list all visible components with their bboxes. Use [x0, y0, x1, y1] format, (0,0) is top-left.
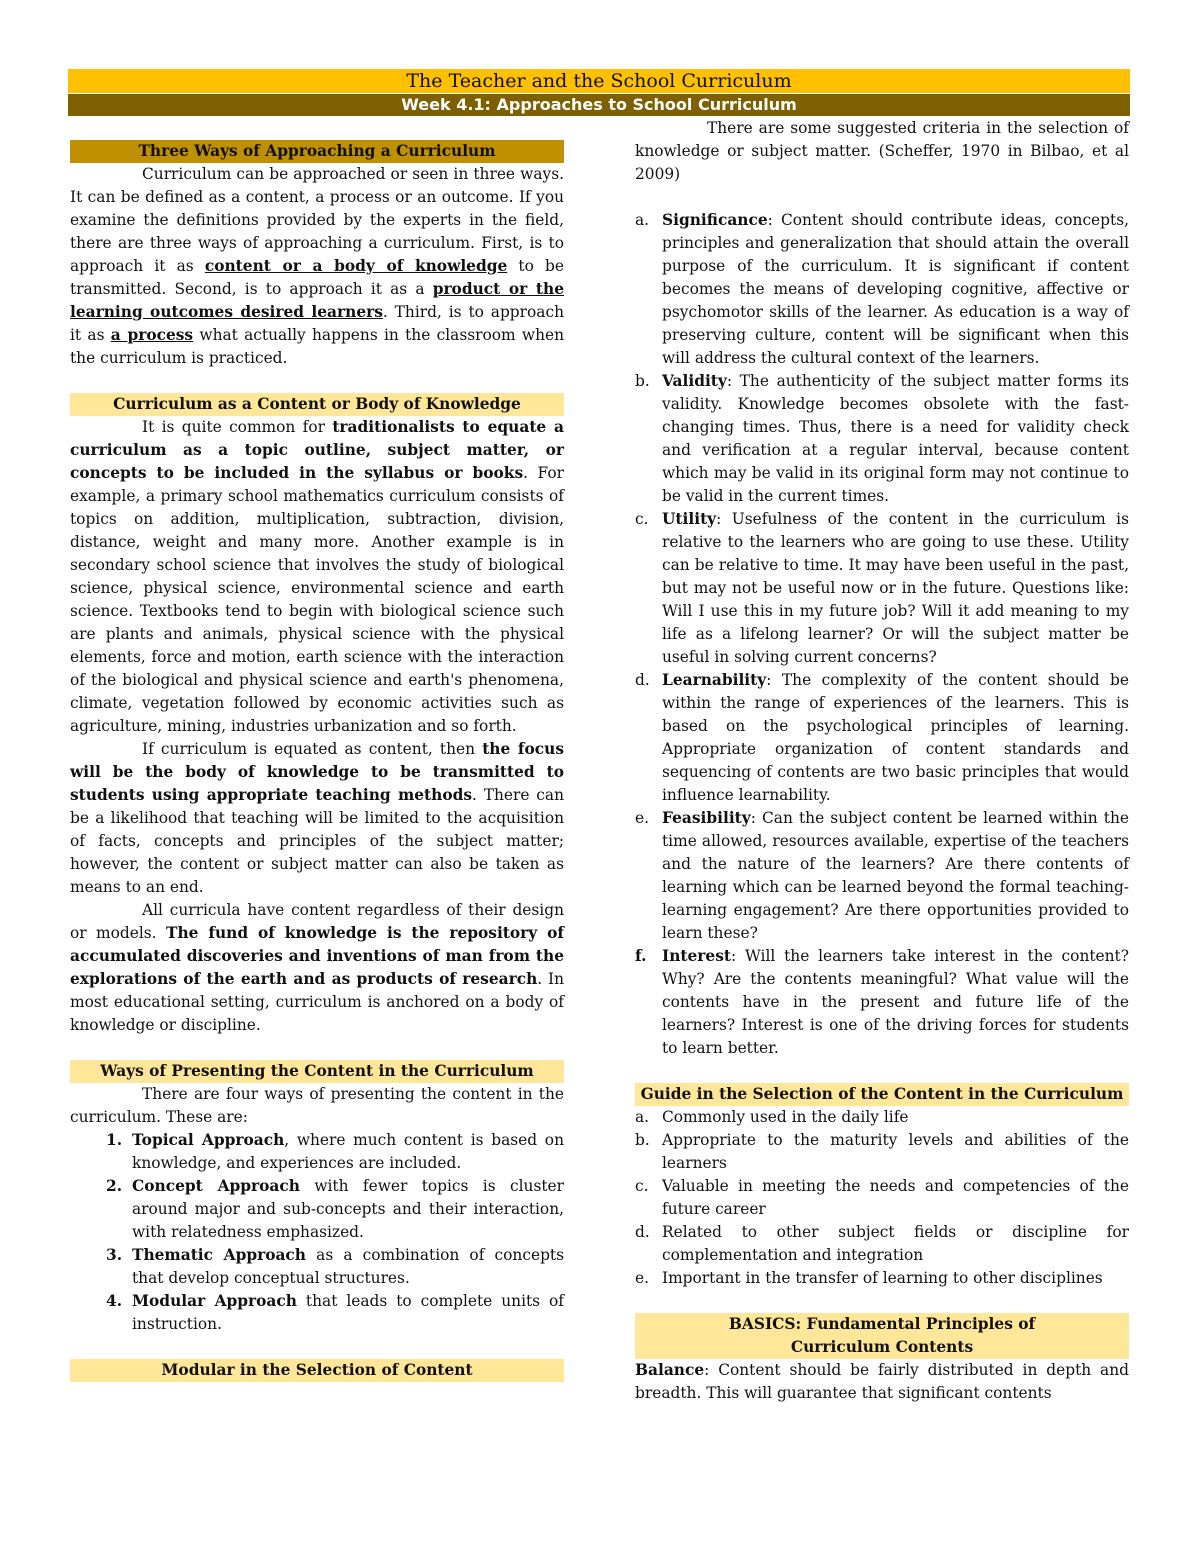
right-column: [635, 117, 1129, 1405]
list-item: [635, 1175, 1129, 1221]
content-paragraph-3: [70, 899, 564, 1037]
approach-term: Concept Approach: [132, 1177, 300, 1195]
list-marker: c.: [635, 1177, 649, 1195]
criterion-term: Validity: [662, 372, 727, 390]
criterion-term: Significance: [662, 211, 768, 229]
guide-list: [635, 1106, 1129, 1290]
balance-term: Balance: [635, 1361, 705, 1379]
criterion-text: : Content should contribute ideas, concepts, principles and generalization that should attain the overall purpose of the curriculum. It is significant if content becomes the means of developing cognitive, affective or psychomotor skills of the learner. As education is a way of preserving culture, content will be significant when this will address the cultural context of the learners.: [662, 211, 1129, 367]
list-item: [635, 1267, 1129, 1290]
criterion-text: : Usefulness of the content in the curriculum is relative to the learners who are going to use these. Utility can be relative to time. It may have been useful in the past, but may not be useful now or in the future. Questions like: Will I use this in my future job? Will it add meaning to my life as a lifelong learner? Or will the subject matter be useful in solving current concerns?: [662, 510, 1129, 666]
list-marker: b.: [635, 1131, 650, 1149]
criterion-text: : The complexity of the content should be within the range of experiences of the learners. This is based on the psychological principles of learning. Appropriate organization of content standards and sequencing of contents are two basic principles that would influence learnability.: [662, 671, 1129, 804]
approach-term: Modular Approach: [132, 1292, 297, 1310]
three-ways-paragraph: [70, 163, 564, 370]
week-subtitle: Week 4.1: Approaches to School Curriculum: [68, 94, 1130, 116]
list-item: [70, 1175, 564, 1244]
list-item: [70, 1244, 564, 1290]
approaches-list: [70, 1129, 564, 1336]
section-heading-three-ways: Three Ways of Approaching a Curriculum: [70, 140, 564, 163]
guide-text: Valuable in meeting the needs and competencies of the future career: [662, 1177, 1129, 1218]
content-paragraph-1: [70, 416, 564, 738]
text-run: what actually happens in the classroom when the curriculum is practiced.: [70, 326, 564, 367]
list-marker: a.: [635, 1108, 650, 1126]
emphasis-product: product or the learning outcomes desired learners: [70, 280, 564, 321]
balance-text: : Content should be fairly distributed in depth and breadth. This will guarantee that significant contents: [635, 1361, 1129, 1402]
approach-text: that leads to complete units of instruction.: [132, 1292, 564, 1333]
list-marker: e.: [635, 1269, 650, 1287]
text-run: All curricula have content regardless of their design or models.: [70, 901, 564, 942]
list-item: [635, 945, 1129, 1060]
criteria-list: [635, 209, 1129, 1060]
list-item: [635, 1129, 1129, 1175]
guide-text: Commonly used in the daily life: [662, 1108, 909, 1126]
text-run: . Third, is to approach it as: [70, 303, 564, 344]
text-run: to be transmitted. Second, is to approach it as a: [70, 257, 564, 298]
list-item: [635, 807, 1129, 945]
list-item: [635, 1106, 1129, 1129]
content-paragraph-2: [70, 738, 564, 899]
list-item: [635, 370, 1129, 508]
list-marker: 4.: [106, 1292, 123, 1310]
text-run: . In most educational setting, curriculum is anchored on a body of knowledge or discipline.: [70, 970, 564, 1034]
bold-run: The fund of knowledge is the repository of accumulated discoveries and inventions of man from the explorations of the earth and as products of research: [70, 924, 564, 988]
criterion-text: : Will the learners take interest in the content? Why? Are the contents meaningful? What value will the contents have in the present and future life of the learners? Interest is one of the driving forces for students to learn better.: [662, 947, 1129, 1057]
section-heading-basics: BASICS: Fundamental Principles of Curriculum Contents: [635, 1313, 1129, 1359]
list-item: [70, 1129, 564, 1175]
document-title: The Teacher and the School Curriculum: [68, 69, 1130, 93]
list-marker: c.: [635, 510, 649, 528]
criterion-term: Interest: [662, 947, 731, 965]
approach-term: Topical Approach: [132, 1131, 285, 1149]
list-item: [635, 669, 1129, 807]
text-run: If curriculum is equated as content, then: [142, 740, 483, 758]
list-item: [70, 1290, 564, 1336]
bold-run: traditionalists to equate a curriculum as a topic outline, subject matter, or concepts to be included in the syllabus or books: [70, 418, 564, 482]
list-item: [635, 209, 1129, 370]
criterion-term: Utility: [662, 510, 717, 528]
section-heading-guide: Guide in the Selection of the Content in the Curriculum: [635, 1083, 1129, 1106]
list-marker: 1.: [106, 1131, 123, 1149]
balance-paragraph: [635, 1359, 1129, 1405]
list-marker: f.: [635, 947, 647, 965]
list-marker: d.: [635, 1223, 650, 1241]
section-heading-modular: Modular in the Selection of Content: [70, 1359, 564, 1382]
bold-run: the focus will be the body of knowledge to be transmitted to students using appropriate teaching methods: [70, 740, 564, 804]
list-marker: a.: [635, 211, 650, 229]
criterion-text: : The authenticity of the subject matter forms its validity. Knowledge becomes obsolete with the fast-changing times. Thus, there is a need for validity check and verification at a regular interval, because content which may be valid in its original form may not continue to be valid in the current times.: [662, 372, 1129, 505]
section-heading-content: Curriculum as a Content or Body of Knowledge: [70, 393, 564, 416]
list-marker: b.: [635, 372, 650, 390]
list-marker: 3.: [106, 1246, 123, 1264]
guide-text: Important in the transfer of learning to other disciplines: [662, 1269, 1103, 1287]
approach-text: , where much content is based on knowledge, and experiences are included.: [132, 1131, 564, 1172]
approach-term: Thematic Approach: [132, 1246, 306, 1264]
guide-text: Appropriate to the maturity levels and abilities of the learners: [662, 1131, 1129, 1172]
guide-text: Related to other subject fields or discipline for complementation and integration: [662, 1223, 1129, 1264]
list-marker: d.: [635, 671, 650, 689]
text-run: . There can be a likelihood that teaching will be limited to the acquisition of facts, concepts and principles of the subject matter; however, the content or subject matter can also be taken as means to an end.: [70, 786, 564, 896]
text-run: . For example, a primary school mathematics curriculum consists of topics on addition, multiplication, subtraction, division, distance, weight and many more. Another example is in secondary school science that involves the study of biological science, physical science, environmental science and earth science. Textbooks tend to begin with biological science such are plants and animals, physical science with the physical elements, force and motion, earth science with the interaction of the biological and physical science and earth's phenomena, climate, vegetation followed by economic activities such as agriculture, mining, industries urbanization and so forth.: [70, 464, 564, 735]
criterion-term: Feasibility: [662, 809, 751, 827]
criteria-intro: There are some suggested criteria in the selection of knowledge or subject matter. (Scheffer, 1970 in Bilbao, et al 2009): [635, 119, 1129, 183]
text-run: Curriculum can be approached or seen in three ways. It can be defined as a content, a process or an outcome. If you examine the definitions provided by the experts in the field, there are three ways of approaching a curriculum. First, is to approach it as: [70, 165, 564, 275]
left-column: [70, 140, 564, 1382]
text-run: It is quite common for: [142, 418, 333, 436]
list-marker: 2.: [106, 1177, 123, 1195]
presenting-intro: There are four ways of presenting the content in the curriculum. These are:: [70, 1085, 564, 1126]
emphasis-process: a process: [110, 326, 194, 344]
approach-text: with fewer topics is cluster around major and sub-concepts and their interaction, with relatedness emphasized.: [132, 1177, 564, 1241]
list-item: [635, 508, 1129, 669]
list-item: [635, 1221, 1129, 1267]
approach-text: as a combination of concepts that develop conceptual structures.: [132, 1246, 564, 1287]
section-heading-presenting: Ways of Presenting the Content in the Curriculum: [70, 1060, 564, 1083]
emphasis-content: content or a body of knowledge: [204, 257, 508, 275]
criterion-text: : Can the subject content be learned within the time allowed, resources available, expertise of the teachers and the nature of the learners? Are there contents of learning which can be learned beyond the formal teaching-learning engagement? Are there opportunities provided to learn these?: [662, 809, 1129, 942]
criterion-term: Learnability: [662, 671, 767, 689]
list-marker: e.: [635, 809, 650, 827]
